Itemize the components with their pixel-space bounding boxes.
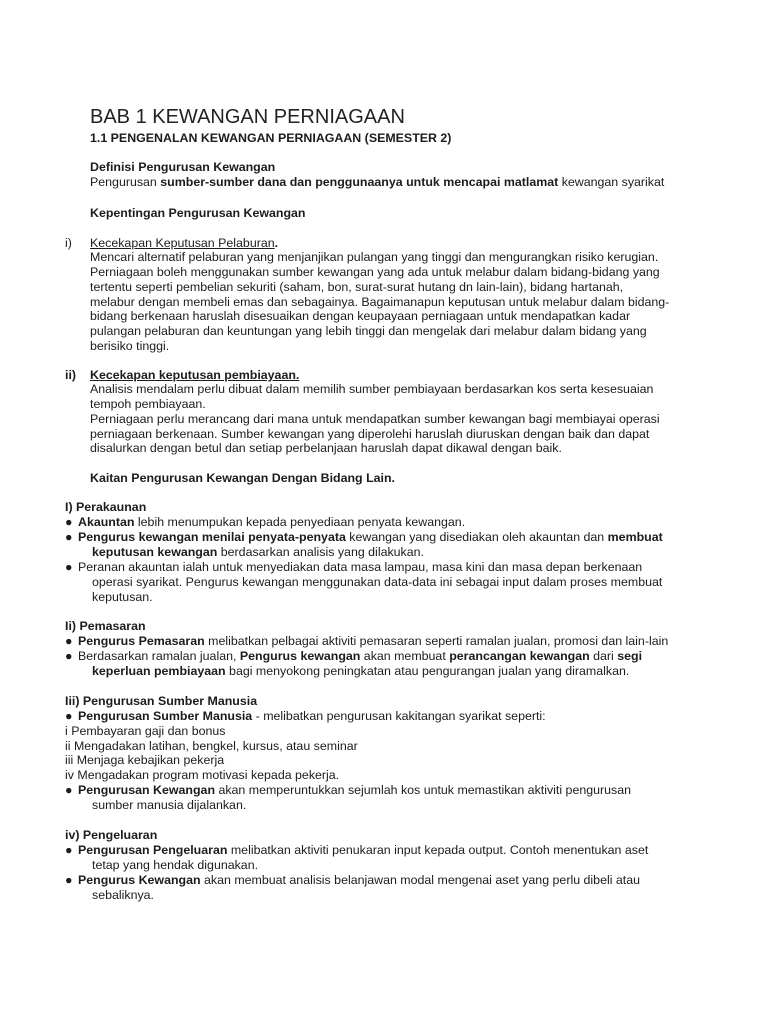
item-ii-line: disalurkan dengan betul dan setiap perbelanjaan haruslah dapat dikawal dengan baik. — [90, 441, 562, 455]
pengeluaran-heading: iv) Pengeluaran — [65, 828, 158, 842]
bullet-item-continued: tetap yang hendak digunakan. — [92, 858, 259, 872]
bullet-icon: ● — [65, 709, 73, 723]
definisi-heading: Definisi Pengurusan Kewangan — [90, 160, 276, 174]
bullet-icon: ● — [65, 560, 73, 574]
bullet-item: ● Akauntan lebih menumpukan kepada penyediaan penyata kewangan. — [65, 515, 466, 529]
bullet-item: ● Pengurusan Pengeluaran melibatkan aktiviti penukaran input kepada output. Contoh menentukan aset — [65, 843, 649, 857]
sub-list-item: ii Mengadakan latihan, bengkel, kursus, atau seminar — [65, 739, 358, 753]
bullet-item: ● Berdasarkan ramalan jualan, Pengurus kewangan akan membuat perancangan kewangan dari segi — [65, 649, 643, 663]
bullet-icon: ● — [65, 634, 73, 648]
bullet-icon: ● — [65, 649, 73, 663]
bullet-item-continued: keputusan kewangan berdasarkan analisis yang dilakukan. — [92, 545, 424, 559]
bullet-item: ● Pengurus Kewangan akan membuat analisis belanjawan modal mengenai aset yang perlu dibeli atau — [65, 873, 641, 887]
item-i-line: melabur dengan membeli emas dan sebagainya. Bagaimanapun keputusan untuk melabur dalam bidang- — [90, 295, 670, 309]
item-i-line: Perniagaan boleh menggunakan sumber kewangan yang ada untuk melabur dalam bidang-bidang yang — [90, 265, 660, 279]
item-ii-line: perniagaan berkenaan. Sumber kewangan yang diperolehi haruslah diuruskan dengan baik dan dapat — [90, 427, 650, 441]
bullet-item-continued: sumber manusia dijalankan. — [92, 798, 247, 812]
kaitan-heading: Kaitan Pengurusan Kewangan Dengan Bidang Lain. — [90, 471, 395, 485]
item-i-line: Mencari alternatif pelaburan yang menjanjikan pulangan yang tinggi dan mengurangkan risiko kerugian. — [90, 250, 659, 264]
item-i-line: tertentu seperti pembelian sekuriti (saham, bon, surat-surat hutang dn lain-lain), bidang hartanah, — [90, 280, 624, 294]
item-ii-number: ii) — [65, 368, 77, 382]
sub-list-item: i Pembayaran gaji dan bonus — [65, 724, 226, 738]
bullet-item: ● Pengurus kewangan menilai penyata-penyata kewangan yang disediakan oleh akauntan dan membuat — [65, 530, 663, 544]
item-i-heading: Kecekapan Keputusan Pelaburan. — [90, 236, 279, 250]
item-i-line: bidang berkenaan haruslah disesuaikan dengan keupayaan perniagaan untuk mendapatkan kadar — [90, 309, 631, 323]
kepentingan-heading: Kepentingan Pengurusan Kewangan — [90, 206, 306, 220]
item-ii-line: Analisis mendalam perlu dibuat dalam memilih sumber pembiayaan berdasarkan kos serta kesesuaian — [90, 382, 654, 396]
bullet-item: ● Pengurus Pemasaran melibatkan pelbagai aktiviti pemasaran seperti ramalan jualan, promosi dan lain-lain — [65, 634, 669, 648]
bullet-item: ● Pengurusan Kewangan akan memperuntukkan sejumlah kos untuk memastikan aktiviti pengurusan — [65, 783, 632, 797]
bullet-item-continued: keputusan. — [92, 590, 153, 604]
item-ii-line: Perniagaan perlu merancang dari mana untuk mendapatkan sumber kewangan bagi membiayai operasi — [90, 412, 660, 426]
bullet-item-continued: sebaliknya. — [92, 888, 154, 902]
item-ii-heading: Kecekapan keputusan pembiayaan. — [90, 368, 300, 382]
bullet-item-continued: operasi syarikat. Pengurus kewangan menggunakan data-data ini sebagai input dalam proses membuat — [92, 575, 663, 589]
item-i-number: i) — [65, 236, 72, 250]
pemasaran-heading: Ii) Pemasaran — [65, 619, 146, 633]
bullet-icon: ● — [65, 783, 73, 797]
bullet-item: ● Pengurusan Sumber Manusia - melibatkan pengurusan kakitangan syarikat seperti: — [65, 709, 546, 723]
sub-list-item: iii Menjaga kebajikan pekerja — [65, 753, 225, 767]
bullet-icon: ● — [65, 843, 73, 857]
item-ii-line: tempoh pembiayaan. — [90, 397, 206, 411]
sumber-manusia-heading: Iii) Pengurusan Sumber Manusia — [65, 694, 258, 708]
sub-list-item: iv Mengadakan program motivasi kepada pekerja. — [65, 768, 340, 782]
bullet-item: ● Peranan akauntan ialah untuk menyediakan data masa lampau, masa kini dan masa depan berkenaan — [65, 560, 643, 574]
perakaunan-heading: I) Perakaunan — [65, 500, 147, 514]
page-title: BAB 1 KEWANGAN PERNIAGAAN — [90, 106, 405, 128]
bullet-item-continued: keperluan pembiayaan bagi menyokong peningkatan atau pengurangan jualan yang diramalkan. — [92, 664, 630, 678]
bullet-icon: ● — [65, 530, 73, 544]
item-i-line: berisiko tinggi. — [90, 339, 170, 353]
bullet-icon: ● — [65, 873, 73, 887]
section-subtitle: 1.1 PENGENALAN KEWANGAN PERNIAGAAN (SEMESTER 2) — [90, 131, 452, 145]
bullet-icon: ● — [65, 515, 73, 529]
definisi-text: Pengurusan sumber-sumber dana dan penggunaanya untuk mencapai matlamat kewangan syarikat — [90, 175, 665, 189]
item-i-line: pulangan pelaburan dan keuntungan yang lebih tinggi dan mengelak dari melabur dalam bidang yang — [90, 324, 647, 338]
